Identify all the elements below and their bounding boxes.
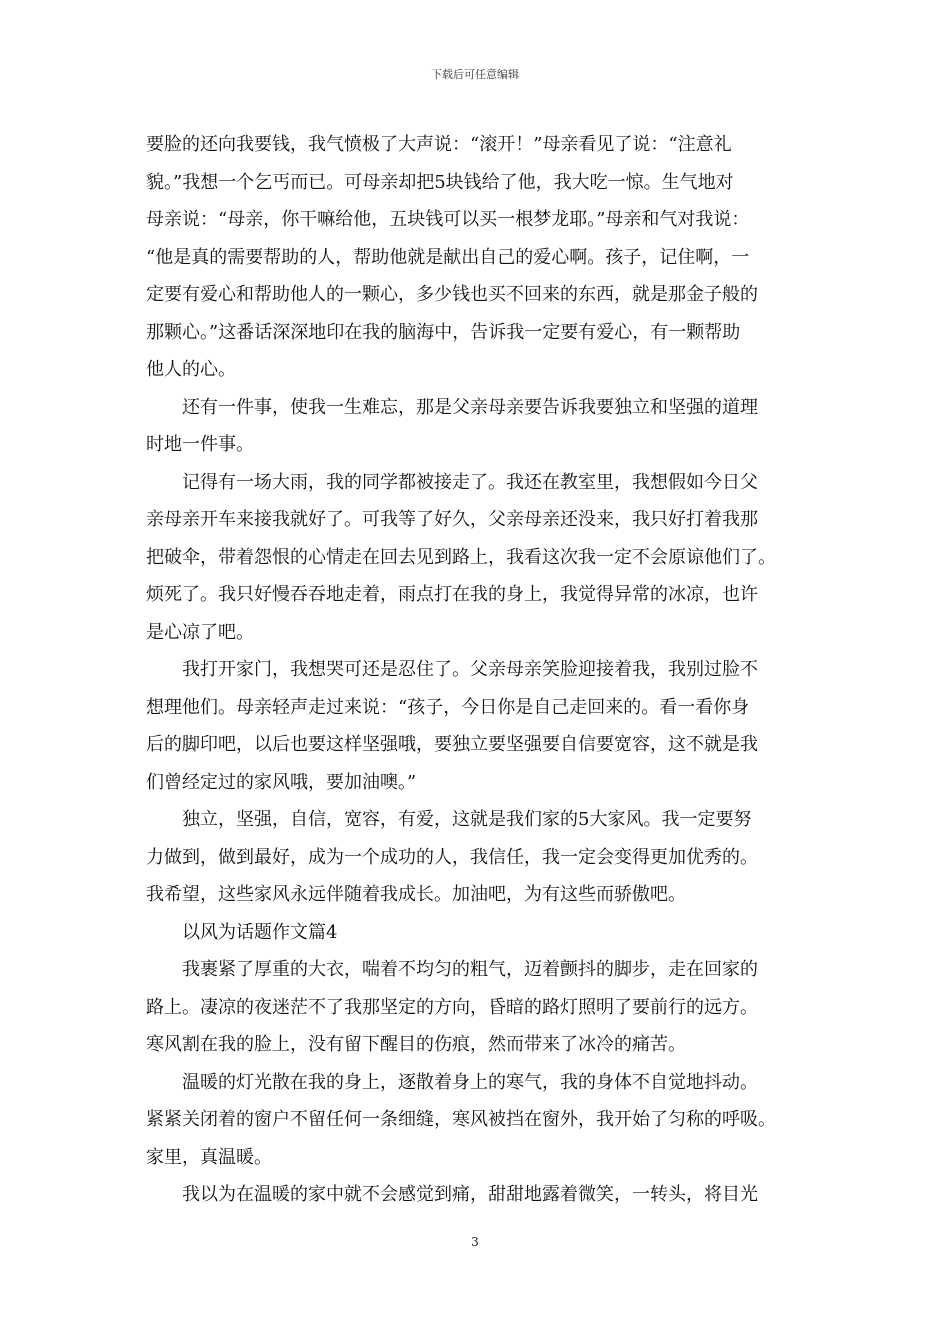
text-line: 们曾经定过的家风哦，要加油噢。” xyxy=(146,771,417,793)
text-line: 亲母亲开车来接我就好了。可我等了好久，父亲母亲还没来，我只好打着我那 xyxy=(146,509,758,530)
text-line: 烦死了。我只好慢吞吞地走着，雨点打在我的身上，我觉得异常的冰凉，也许 xyxy=(146,584,758,605)
text-line: 貌。”我想一个乞丐而已。可母亲却把5块钱给了他，我大吃一惊。生气地对 xyxy=(146,171,734,193)
text-line: 那颗心。”这番话深深地印在我的脑海中，告诉我一定要有爱心，有一颗帮助 xyxy=(146,321,741,343)
text-line: 想理他们。母亲轻声走过来说：“孩子，今日你是自己走回来的。看一看你身 xyxy=(146,696,750,718)
text-line: 后的脚印吧，以后也要这样坚强哦，要独立要坚强要自信要宽容，这不就是我 xyxy=(146,734,758,755)
text-line: “他是真的需要帮助的人，帮助他就是献出自己的爱心啊。孩子，记住啊，一 xyxy=(146,246,750,268)
text-line: 家里，真温暖。 xyxy=(146,1146,272,1168)
page-number: 3 xyxy=(471,1235,479,1249)
text-line: 温暖的灯光散在我的身上，逐散着身上的寒气，我的身体不自觉地抖动。 xyxy=(182,1071,758,1093)
text-line: 记得有一场大雨，我的同学都被接走了。我还在教室里，我想假如今日父 xyxy=(182,471,758,493)
text-line: 以风为话题作文篇4 xyxy=(182,921,338,943)
text-line: 我以为在温暖的家中就不会感觉到痛，甜甜地露着微笑，一转头，将目光 xyxy=(182,1184,758,1205)
text-line: 把破伞，带着怨恨的心情走在回去见到路上，我看这次我一定不会原谅他们了。 xyxy=(146,546,776,568)
text-line: 时地一件事。 xyxy=(146,434,254,455)
text-line: 定要有爱心和帮助他人的一颗心，多少钱也买不回来的东西，就是那金子般的 xyxy=(146,284,758,305)
text-line: 紧紧关闭着的窗户不留任何一条细缝，寒风被挡在窗外，我开始了匀称的呼吸。 xyxy=(146,1109,776,1130)
text-line: 独立，坚强，自信，宽容，有爱，这就是我们家的5大家风。我一定要努 xyxy=(182,809,752,830)
text-line: 是心凉了吧。 xyxy=(146,621,254,643)
text-line: 力做到，做到最好，成为一个成功的人，我信任，我一定会变得更加优秀的。 xyxy=(146,846,758,868)
text-line: 还有一件事，使我一生难忘，那是父亲母亲要告诉我要独立和坚强的道理 xyxy=(182,396,758,418)
text-line: 寒风割在我的脸上，没有留下醒目的伤痕，然而带来了冰冷的痛苦。 xyxy=(146,1034,686,1055)
text-line: 母亲说：“母亲，你干嘛给他，五块钱可以买一根梦龙耶。”母亲和气对我说： xyxy=(146,209,750,230)
page-header: 下载后可任意编辑 xyxy=(431,68,519,81)
text-line: 我打开家门，我想哭可还是忍住了。父亲母亲笑脸迎接着我，我别过脸不 xyxy=(182,659,758,680)
text-line: 他人的心。 xyxy=(146,359,236,380)
text-line: 要脸的还向我要钱，我气愤极了大声说：“滚开！”母亲看见了说：“注意礼 xyxy=(146,134,732,155)
text-line: 我希望，这些家风永远伴随着我成长。加油吧，为有这些而骄傲吧。 xyxy=(146,884,686,905)
document-body xyxy=(146,126,810,1214)
text-line: 路上。凄凉的夜迷茫不了我那坚定的方向，昏暗的路灯照明了要前行的远方。 xyxy=(146,996,758,1018)
text-line: 我裹紧了厚重的大衣，喘着不均匀的粗气，迈着颤抖的脚步，走在回家的 xyxy=(182,959,758,980)
